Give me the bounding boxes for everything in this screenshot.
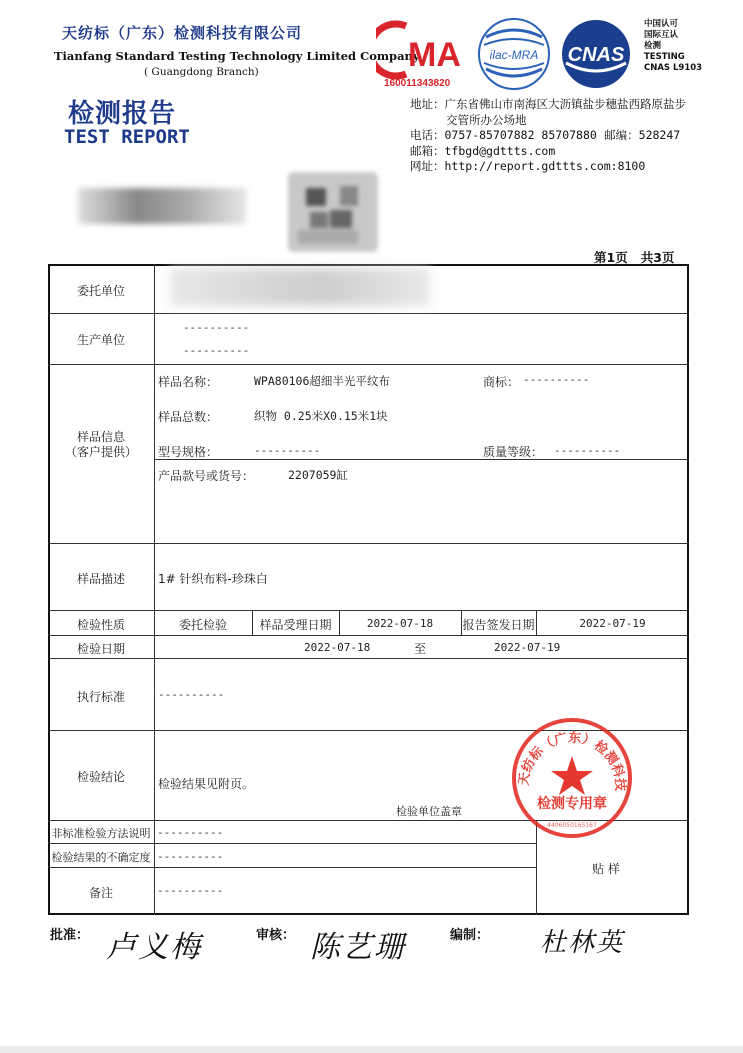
test-nature: 委托检验 [178,618,227,632]
cnas-text: CNAS [567,44,625,66]
client-label: 委托单位 [76,284,125,298]
sample-info-label: 样品信息 [76,430,125,444]
sample-desc: 1# 针织布料-珍珠白 [158,572,268,586]
test-nature-label: 检验性质 [76,618,125,632]
model-label: 型号规格： [158,445,219,459]
manufacturer-label: 生产单位 [76,333,125,347]
received-date: 2022-07-18 [366,617,434,630]
issued-label: 报告签发日期 [462,618,535,632]
uncertainty-label: 检验结果的不确定度 [51,851,151,864]
conclusion-label: 检验结论 [76,770,125,784]
company-name-en: Tianfang Standard Testing Technology Limited Company [54,49,420,63]
redacted-report-number [78,188,246,224]
website-line: 网址：http://report.gdttts.com:8100 [410,159,646,173]
cnas-line5: CNAS L9103 [644,63,703,73]
address-line1: 地址：广东省佛山市南海区大沥镇盐步穗盐西路原盐步 [410,97,686,111]
uncertainty-value: ---------- [157,850,224,863]
remark-label: 备注 [88,886,113,900]
page-bottom-edge [0,1046,743,1053]
cnas-logo [556,17,638,91]
sample-stick-label: 贴 样 [592,862,620,876]
test-date-from: 2022-07-18 [304,641,371,654]
phone-line: 电话：0757-85707882 85707880 邮编：528247 [410,128,681,142]
page-indicator: 第1页 共3页 [594,250,675,265]
report-title-en: TEST REPORT [64,126,190,148]
standard-value: ---------- [158,688,225,701]
seal-number: 4406050165167 [547,822,597,829]
seal-center-text: 检测专用章 [537,796,607,812]
cnas-line1: 中国认可 [644,19,679,29]
product-no: 2207059缸 [288,468,348,482]
cnas-caption [644,19,702,74]
conclusion-value: 检验结果见附页。 [158,777,255,791]
manufacturer-line1: ---------- [183,321,250,334]
inspection-seal [510,716,634,840]
cma-number: 160011343820 [384,78,451,89]
review-signature: 陈艺珊 [310,930,406,965]
trademark-value: ---------- [523,373,590,386]
sample-desc-label: 样品描述 [76,572,125,586]
test-date-label: 检验日期 [76,642,125,656]
test-date-to-label: 至 [414,642,427,656]
ilac-mark [476,15,552,93]
trademark-label: 商标： [483,375,520,389]
company-name-cn: 天纺标（广东）检测科技有限公司 [62,24,303,42]
address-line2: 交管所办公场地 [446,113,527,127]
approve-signature: 卢义梅 [106,930,202,965]
ilac-text: ilac-MRA [489,48,539,62]
cnas-mark [556,17,638,91]
sample-name-label: 样品名称： [158,375,219,389]
cnas-line2: 国际互认 [644,30,679,40]
ilac-logo [476,15,552,93]
test-date-to: 2022-07-19 [494,641,561,654]
standard-label: 执行标准 [76,690,125,704]
email-line: 邮箱：tfbgd@gdttts.com [410,144,556,158]
report-title-cn: 检测报告 [68,99,177,129]
cma-mark [376,18,466,90]
cma-logo [376,18,466,90]
issued-date: 2022-07-19 [579,617,646,630]
quality-label: 质量等级： [483,445,544,459]
sample-info-sub: （客户提供） [64,445,137,459]
manufacturer-line2: ---------- [183,344,250,357]
nonstd-label: 非标准检验方法说明 [51,827,151,840]
cnas-line4: TESTING [644,52,685,62]
company-branch: ( Guangdong Branch) [144,66,259,78]
approve-label: 批准： [50,928,90,943]
sample-name: WPA80106超细半光平纹布 [254,374,390,388]
compile-signature: 杜林英 [540,928,625,958]
seal-star-icon [551,756,593,795]
cma-text: MA [408,36,461,74]
cnas-line3: 检测 [644,41,662,51]
review-label: 审核： [256,928,296,943]
seal-ring-text: 天纺标（广东）检测科技 [516,730,628,792]
nonstd-value: ---------- [157,826,224,839]
remark-value: ---------- [157,884,224,897]
product-no-label: 产品款号或货号： [158,469,255,483]
received-label: 样品受理日期 [259,618,332,632]
seal-label: 检验单位盖章 [396,805,462,818]
quality-value: ---------- [554,444,621,457]
model-value: ---------- [254,444,321,457]
sample-total-label: 样品总数： [158,410,219,424]
sample-total: 织物 0.25米X0.15米1块 [254,409,388,423]
redacted-qr-code [288,172,378,252]
seal-graphic [510,716,634,840]
redacted-client-name [170,268,430,306]
compile-label: 编制： [450,928,490,943]
